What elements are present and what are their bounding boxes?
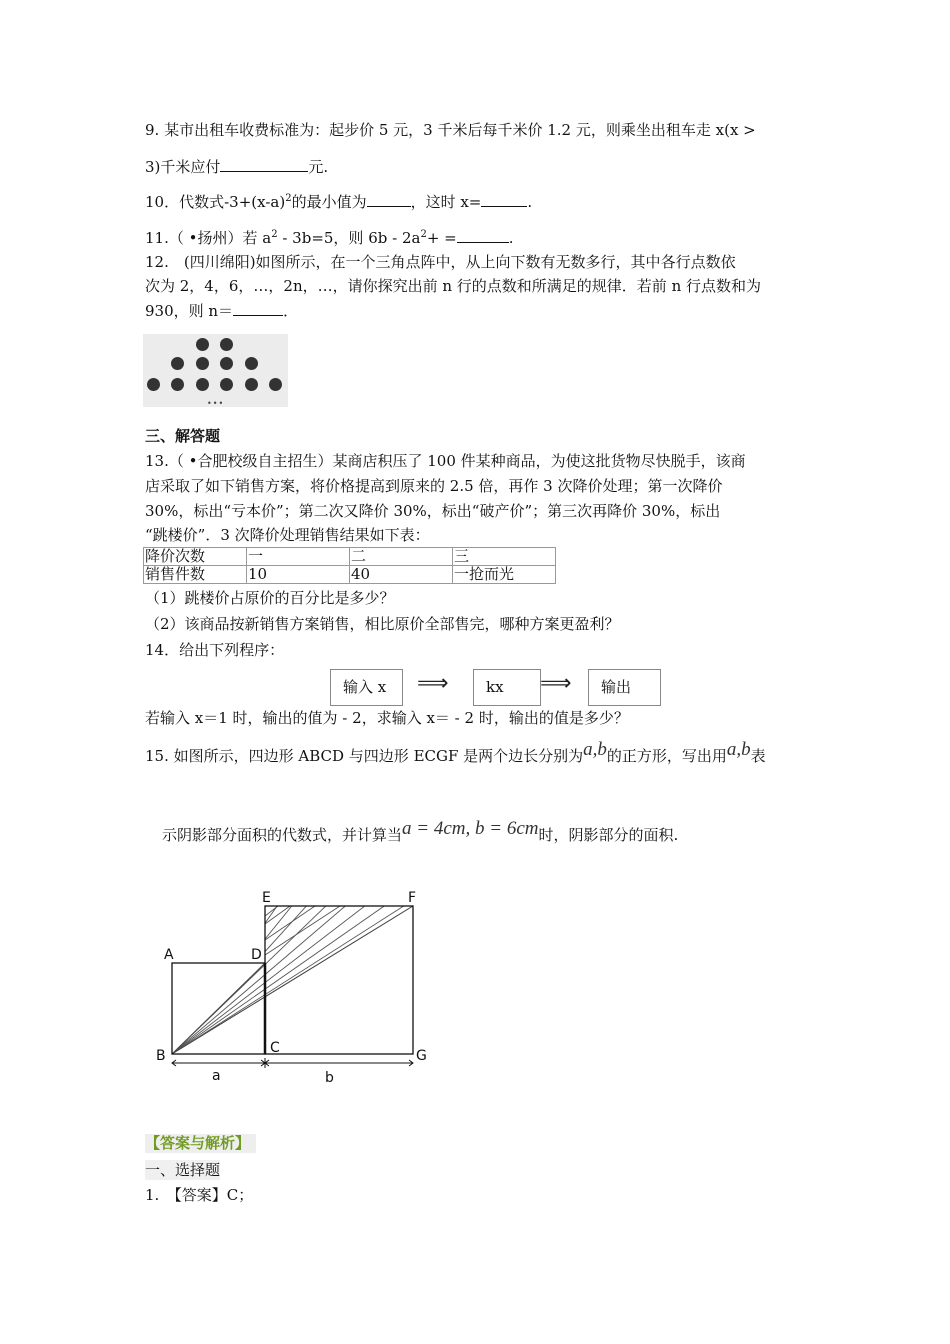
dot	[196, 338, 209, 351]
question-12-line1: 12. (四川绵阳)如图所示，在一个三角点阵中，从上向下数有无数多行，其中各行点数依	[145, 253, 736, 271]
q11-mid2: + =	[426, 229, 457, 247]
dot	[171, 357, 184, 370]
triangle-dot-array-figure	[143, 334, 288, 407]
dot	[245, 357, 258, 370]
q11-blank	[457, 228, 509, 243]
q15-math-ab: a,b	[583, 739, 607, 760]
table-cell: 40	[350, 566, 453, 584]
q11-exponent-2: 2	[420, 229, 427, 240]
label-f: F	[408, 890, 417, 906]
q12-prefix: 930，则 n＝	[145, 302, 234, 320]
label-e: E	[262, 890, 271, 906]
section-title-solutions: 三、解答题	[145, 427, 221, 445]
squares-geometry-figure	[150, 880, 440, 1090]
question-14-title: 14．给出下列程序：	[145, 641, 285, 659]
dot	[220, 357, 233, 370]
label-g: G	[416, 1048, 427, 1064]
table-cell: 三	[453, 548, 556, 566]
q15-math-values: a = 4cm, b = 6cm	[402, 818, 539, 839]
q12-suffix: ．	[283, 302, 299, 320]
question-12-line3	[145, 301, 298, 321]
q10-middle: 的最小值为	[291, 193, 367, 211]
q10-blank-2	[481, 192, 527, 207]
dot	[245, 378, 258, 391]
q15-mid: 的正方形，写出用	[606, 747, 727, 765]
q10-middle2: ，这时 x=	[410, 193, 482, 211]
q11-prefix: 11.（ •扬州）若 a	[145, 229, 272, 247]
question-9-line2	[145, 157, 328, 177]
table-cell: 销售件数	[144, 566, 247, 584]
q11-exponent-1: 2	[271, 229, 278, 240]
question-13-line1: 13.（ •合肥校级自主招生）某商店积压了 100 件某种商品，为使这批货物尽快脱手，该商	[145, 452, 746, 470]
label-c: C	[270, 1040, 280, 1056]
price-reduction-table	[143, 547, 556, 584]
dot	[220, 338, 233, 351]
q10-exponent: 2	[285, 193, 292, 204]
table-cell: 一	[247, 548, 350, 566]
double-arrow-icon: ⟹	[417, 671, 449, 696]
answer-item-1: 1. 【答案】C；	[145, 1186, 254, 1204]
question-13-line2: 店采取了如下销售方案，将价格提高到原来的 2.5 倍，再作 3 次降价处理；第一次降价	[145, 477, 723, 495]
question-12-line2: 次为 2，4，6，…，2n，…，请你探究出前 n 行的点数和所满足的规律．若前 n 行点数和为	[145, 277, 761, 295]
table-cell: 10	[247, 566, 350, 584]
q9-prefix: 3)千米应付	[145, 158, 221, 176]
answers-section-1: 一、选择题	[145, 1161, 221, 1179]
dot	[220, 378, 233, 391]
q10-prefix: 10．代数式-3+(x-a)	[145, 193, 286, 211]
table-cell: 一抢而光	[453, 566, 556, 584]
dot	[269, 378, 282, 391]
question-10	[145, 192, 532, 212]
table-cell: 二	[350, 548, 453, 566]
question-14-text: 若输入 x＝1 时，输出的值为 - 2，求输入 x＝ - 2 时，输出的值是多少？	[145, 709, 629, 727]
question-15-line1	[145, 739, 766, 766]
q9-answer-blank	[220, 157, 308, 172]
question-11	[145, 228, 514, 248]
label-a: A	[164, 947, 174, 963]
q15-prefix: 15. 如图所示，四边形 ABCD 与四边形 ECGF 是两个边长分别为	[145, 747, 584, 765]
table-cell: 降价次数	[144, 548, 247, 566]
dot	[147, 378, 160, 391]
ellipsis-dots: •••	[207, 399, 225, 408]
hatched-shading	[172, 902, 413, 1054]
dimension-b: b	[325, 1070, 334, 1086]
question-9-line1: 9. 某市出租车收费标准为：起步价 5 元，3 千米后每千米价 1.2 元，则乘坐出租车走 x(x >	[145, 121, 756, 139]
q15-line2-suffix: 时，阴影部分的面积.	[538, 826, 679, 844]
answers-heading: 【答案与解析】	[145, 1134, 256, 1153]
question-13-sub1: （1）跳楼价占原价的百分比是多少？	[145, 589, 395, 607]
q10-suffix: .	[527, 193, 533, 211]
table-row	[144, 548, 556, 566]
flow-box-input: 输入 x	[330, 669, 403, 706]
label-b: B	[156, 1048, 166, 1064]
q11-suffix: .	[508, 229, 514, 247]
flow-box-output: 输出	[588, 669, 661, 706]
q15-suffix: 表	[750, 747, 766, 765]
label-d: D	[251, 947, 262, 963]
double-arrow-icon: ⟹	[540, 671, 572, 696]
q9-suffix: 元.	[308, 158, 329, 176]
question-13-line4: “跳楼价”．3 次降价处理销售结果如下表：	[145, 526, 430, 544]
dot	[196, 378, 209, 391]
q11-mid1: - 3b=5，则 6b - 2a	[277, 229, 421, 247]
table-row	[144, 566, 556, 584]
q15-math-ab: a,b	[726, 739, 751, 760]
dimension-a: a	[212, 1068, 221, 1084]
dot	[171, 378, 184, 391]
question-15-line2	[162, 818, 679, 845]
q15-line2-prefix: 示阴影部分面积的代数式，并计算当	[162, 826, 403, 844]
dot	[196, 357, 209, 370]
question-13-sub2: （2）该商品按新销售方案销售，相比原价全部售完，哪种方案更盈利？	[145, 615, 620, 633]
question-13-line3: 30%，标出“亏本价”；第二次又降价 30%，标出“破产价”；第三次再降价 30%，标出	[145, 502, 721, 520]
flow-box-kx: kx	[473, 669, 541, 706]
q12-blank	[233, 301, 283, 316]
q10-blank-1	[367, 192, 411, 207]
